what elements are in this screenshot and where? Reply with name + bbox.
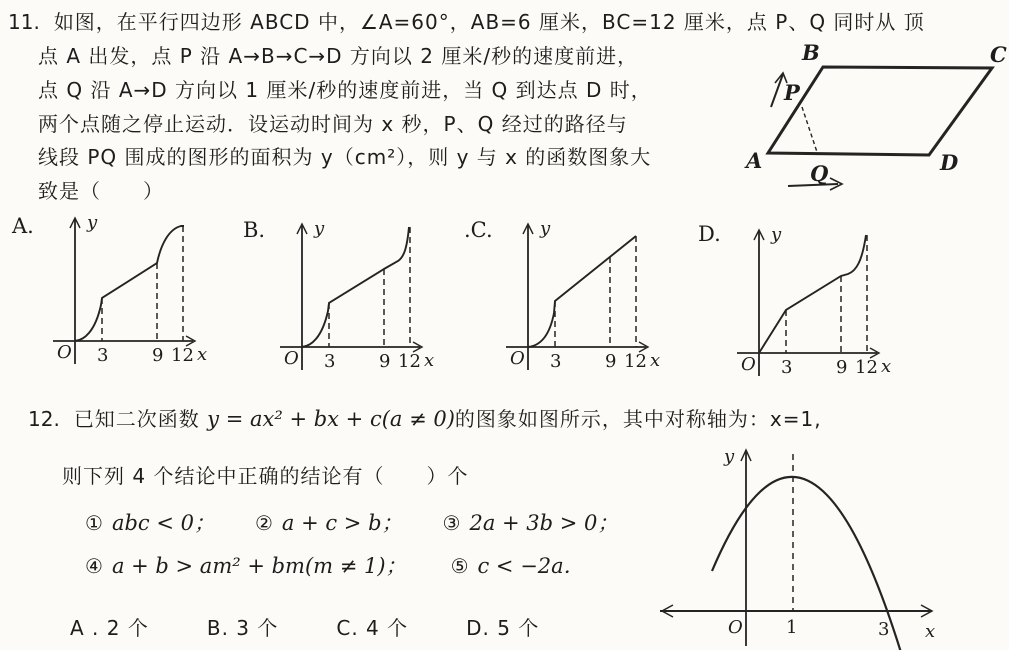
tick-3: 3 <box>781 357 793 378</box>
curve <box>75 226 184 341</box>
choice-c: C. 4 个 <box>336 616 409 640</box>
curve <box>528 236 636 347</box>
tick-12: 12 <box>398 351 421 372</box>
y-label: y <box>540 218 551 239</box>
point-p-label: P <box>784 80 800 105</box>
statement-3-text: 2a + 3b > 0； <box>469 511 619 535</box>
q12-choices-row <box>70 612 539 641</box>
q11-line-2: 点 A 出发，点 P 沿 A→B→C→D 方向以 2 厘米/秒的速度前进， <box>38 44 639 68</box>
segment-pq-dashed <box>802 107 818 155</box>
tick-9: 9 <box>152 345 164 366</box>
x-label: x <box>424 350 435 371</box>
option-b-graph <box>272 212 437 377</box>
q11-line-5: 线段 PQ 围成的图形的面积为 y（cm²），则 y 与 x 的函数图象大 <box>38 145 652 169</box>
statement-3-marker: ③ <box>442 511 461 535</box>
tick-3: 3 <box>97 345 109 366</box>
arrow-along-ab <box>771 74 783 107</box>
y-label: y <box>771 224 782 245</box>
vertex-b-label: B <box>802 40 820 65</box>
tick-3: 3 <box>878 619 890 640</box>
point-q-label: Q <box>810 161 829 186</box>
q11-line-3: 点 Q 沿 A→D 方向以 1 厘米/秒的速度前进，当 Q 到达点 D 时， <box>38 78 652 102</box>
q12-formula: y = ax² + bx + c(a ≠ 0) <box>207 407 455 431</box>
q12-line-2: 则下列 4 个结论中正确的结论有（ ）个 <box>62 464 469 488</box>
vertex-d-label: D <box>940 150 959 175</box>
x-label: x <box>881 356 892 377</box>
tick-9: 9 <box>605 351 617 372</box>
statement-5-marker: ⑤ <box>450 554 469 578</box>
origin-label: O <box>284 348 299 369</box>
tick-12: 12 <box>855 357 878 378</box>
statement-2-marker: ② <box>254 511 273 535</box>
q11-line-1 <box>8 9 925 35</box>
q11-line-6: 致是（ ） <box>38 179 164 203</box>
q12-number: 12. <box>28 407 60 431</box>
statement-5-text: c < −2a． <box>477 554 585 578</box>
q12-intro: 已知二次函数 <box>73 407 200 431</box>
curve <box>759 235 866 353</box>
option-a-graph <box>45 206 210 371</box>
option-b-label: B. <box>243 218 266 242</box>
y-label: y <box>87 212 98 233</box>
statement-1 <box>85 507 215 537</box>
tick-3: 3 <box>550 351 562 372</box>
tick-9: 9 <box>836 357 848 378</box>
tick-1: 1 <box>786 617 798 638</box>
parallelogram-figure <box>740 40 1009 198</box>
vertex-c-label: C <box>990 42 1007 67</box>
option-d-label: D. <box>698 222 721 246</box>
tick-3: 3 <box>324 351 336 372</box>
q12-statements-row-1 <box>85 507 618 537</box>
statement-4-marker: ④ <box>85 554 103 578</box>
origin-label: O <box>728 617 743 638</box>
vertex-a-label: A <box>746 148 763 173</box>
statement-2 <box>255 507 403 537</box>
option-c-label: .C. <box>464 218 493 242</box>
statement-4-text: a + b > am² + bm(m ≠ 1)； <box>111 554 407 578</box>
tick-9: 9 <box>379 351 391 372</box>
statement-1-marker: ① <box>85 511 103 535</box>
option-a-label: A. <box>12 214 34 238</box>
parabola-figure <box>640 440 1009 650</box>
q12-statements-row-2 <box>85 550 585 580</box>
q11-line-4: 两个点随之停止运动．设运动时间为 x 秒，P、Q 经过的路径与 <box>38 112 628 136</box>
choice-b: B. 3 个 <box>206 616 279 640</box>
statement-3 <box>443 507 619 537</box>
y-label: y <box>314 218 325 239</box>
statement-5 <box>451 550 585 580</box>
origin-label: O <box>510 348 525 369</box>
curve <box>302 227 409 347</box>
x-label: x <box>197 344 208 365</box>
tick-12: 12 <box>624 351 647 372</box>
q11-number: 11. <box>8 10 40 34</box>
q12-after: 的图象如图所示，其中对称轴为：x=1, <box>454 407 822 431</box>
parallelogram-outline <box>768 67 992 155</box>
origin-label: O <box>57 342 72 363</box>
x-label: x <box>925 621 936 642</box>
statement-4 <box>85 550 407 580</box>
y-label: y <box>724 446 735 467</box>
x-label: x <box>650 350 661 371</box>
statement-2-text: a + c > b； <box>281 511 403 535</box>
choice-d: D. 5 个 <box>466 616 540 640</box>
q11-line1-text: 如图，在平行四边形 ABCD 中，∠A=60°，AB=6 厘米，BC=12 厘米，点 P、Q 同时从 顶 <box>53 10 925 34</box>
choice-a: A . 2 个 <box>70 616 149 640</box>
origin-label: O <box>741 354 756 375</box>
option-c-graph <box>498 212 663 377</box>
option-d-graph <box>729 218 894 383</box>
q12-line-1 <box>28 406 822 432</box>
statement-1-text: abc < 0； <box>111 511 215 535</box>
tick-12: 12 <box>171 345 194 366</box>
